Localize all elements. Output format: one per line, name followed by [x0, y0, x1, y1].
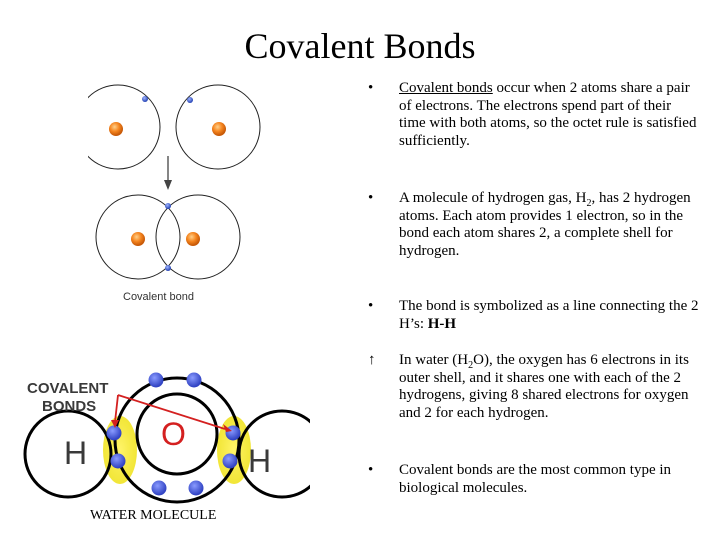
arrow-up-icon: ↑ — [368, 352, 376, 368]
figure-bottom-caption: WATER MOLECULE — [90, 508, 217, 523]
shared-electron-top — [165, 203, 171, 209]
hydrogen-bond-diagram — [88, 72, 358, 312]
electron-1 — [149, 373, 164, 388]
bullet-text — [399, 352, 699, 422]
water-molecule-svg — [20, 362, 310, 540]
bullet-body-post: O), the oxygen has 6 electrons in its outer shell, and it shares one with each of the 2 hydrogens, giving 8 shared electrons for oxygen and 2 for each hydrogen. — [399, 352, 689, 421]
hydrogen-symbol-right: H — [248, 443, 272, 479]
electron-6 — [223, 454, 238, 469]
bullet-body-pre: In water (H — [399, 352, 469, 368]
bullet-body-pre: A molecule of hydrogen gas, H — [399, 190, 587, 206]
atom-shell-left — [88, 85, 160, 169]
bullet-body-post: , has 2 hydrogen atoms. Each atom provides 1 electron, so in the bond each atom shares 2, a complete shell for hydrogen. — [399, 190, 691, 259]
water-molecule-diagram — [20, 362, 310, 540]
electron-7 — [152, 481, 167, 496]
slide-title: Covalent Bonds — [244, 26, 476, 66]
subscript: 2 — [468, 360, 474, 371]
oxygen-symbol: O — [161, 416, 186, 452]
hydrogen-bond-svg — [88, 72, 358, 312]
hydrogen-symbol-left: H — [64, 435, 88, 471]
shared-zone-left — [103, 416, 137, 484]
electron-2 — [187, 373, 202, 388]
electron-left — [142, 96, 148, 102]
nucleus-left — [109, 122, 123, 136]
electron-right — [187, 97, 193, 103]
bullet-marker: • — [368, 80, 374, 96]
figure-top-caption: Covalent bond — [123, 291, 194, 303]
bullet-underlined-term: Covalent bonds — [399, 80, 493, 96]
electron-8 — [189, 481, 204, 496]
bullet-body-pre: The bond is symbolized as a line connecting the 2 H’s: — [399, 298, 699, 332]
covalent-label-line2: BONDS — [42, 398, 97, 415]
bullet-text — [399, 298, 699, 333]
electron-4 — [111, 454, 126, 469]
nucleus-right — [212, 122, 226, 136]
bonded-nucleus-right — [186, 232, 200, 246]
bullet-marker: • — [368, 462, 374, 478]
bullet-text: Covalent bonds are the most common type in biological molecules. — [399, 462, 672, 496]
bullet-body: occur when 2 atoms share a pair of electrons. The electrons spend part of their time with both atoms, so the octet rule is satisfied sufficiently. — [399, 80, 697, 149]
bullet-text — [399, 190, 699, 260]
subscript: 2 — [586, 198, 592, 209]
covalent-label-line1: COVALENT — [27, 380, 109, 397]
shared-electron-bottom — [165, 265, 171, 271]
bond-symbol: H-H — [427, 315, 457, 332]
bullet-marker: • — [368, 190, 374, 206]
reaction-arrow-head — [164, 180, 172, 190]
electron-3 — [107, 426, 122, 441]
bonded-nucleus-left — [131, 232, 145, 246]
bullet-marker: • — [368, 298, 374, 314]
bullet-text — [399, 80, 699, 150]
